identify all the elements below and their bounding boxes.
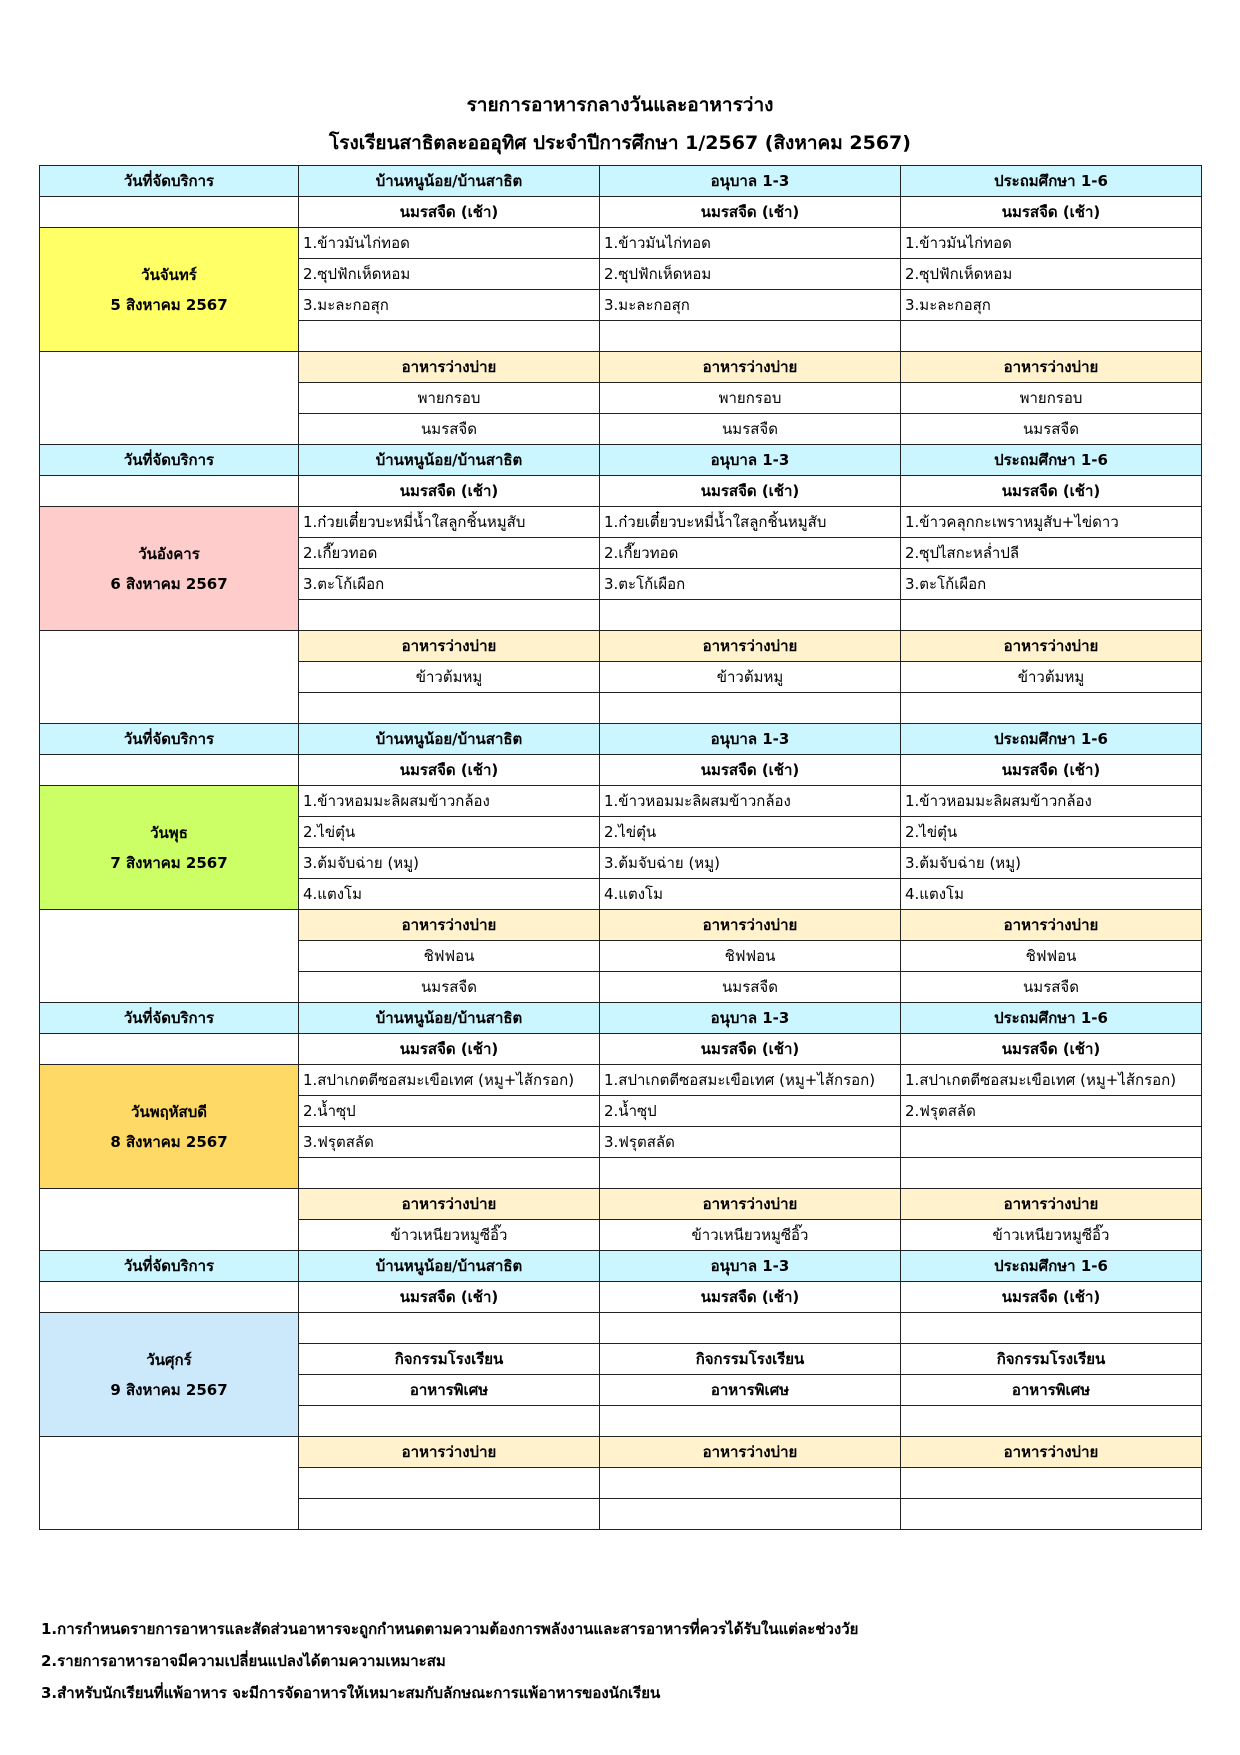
lunch-item: 1.ก๋วยเตี๋ยวบะหมี่น้ำใสลูกชิ้นหมูสับ xyxy=(600,507,901,538)
header-col-kindergarten: อนุบาล 1-3 xyxy=(600,166,901,197)
lunch-item xyxy=(600,1158,901,1189)
note-2: 2.รายการอาหารอาจมีความเปลี่ยนแปลงได้ตามความเหมาะสม xyxy=(41,1652,446,1670)
snack-item: นมรสจืด xyxy=(299,414,600,445)
snack-item: ชิฟฟอน xyxy=(299,941,600,972)
lunch-item: 1.ข้าวหอมมะลิผสมข้าวกล้อง xyxy=(901,786,1202,817)
snack-item: พายกรอบ xyxy=(901,383,1202,414)
snack-item: ข้าวเหนียวหมูซีอิ๊ว xyxy=(600,1220,901,1251)
morning-milk-row xyxy=(40,1034,1202,1065)
lunch-row xyxy=(40,1065,1202,1096)
header-col-primary: ประถมศึกษา 1-6 xyxy=(901,724,1202,755)
snack-label: อาหารว่างบ่าย xyxy=(901,910,1202,941)
blank-cell xyxy=(40,352,299,445)
lunch-item: 2.ไข่ตุ๋น xyxy=(600,817,901,848)
lunch-item: อาหารพิเศษ xyxy=(299,1375,600,1406)
blank-cell xyxy=(40,910,299,1003)
lunch-item xyxy=(299,1406,600,1437)
snack-item: ข้าวเหนียวหมูซีอิ๊ว xyxy=(901,1220,1202,1251)
header-col-primary: ประถมศึกษา 1-6 xyxy=(901,1251,1202,1282)
snack-item xyxy=(299,693,600,724)
header-date-label: วันที่จัดบริการ xyxy=(40,166,299,197)
morning-milk-label: นมรสจืด (เช้า) xyxy=(600,755,901,786)
day-date: 7 สิงหาคม 2567 xyxy=(110,853,228,872)
morning-milk-label: นมรสจืด (เช้า) xyxy=(600,1034,901,1065)
lunch-item: 4.แตงโม xyxy=(299,879,600,910)
morning-milk-label: นมรสจืด (เช้า) xyxy=(901,197,1202,228)
day-cell xyxy=(40,1313,299,1437)
snack-item: ข้าวเหนียวหมูซีอิ๊ว xyxy=(299,1220,600,1251)
lunch-item xyxy=(901,1158,1202,1189)
snack-item: ข้าวต้มหมู xyxy=(299,662,600,693)
lunch-item: 3.ตะโก้เผือก xyxy=(901,569,1202,600)
morning-milk-label: นมรสจืด (เช้า) xyxy=(600,197,901,228)
lunch-item: 1.สปาเกตตีซอสมะเขือเทศ (หมู+ไส้กรอก) xyxy=(600,1065,901,1096)
lunch-item: กิจกรรมโรงเรียน xyxy=(901,1344,1202,1375)
snack-header-row xyxy=(40,631,1202,662)
morning-milk-row xyxy=(40,476,1202,507)
lunch-item: 2.ซุปไสกะหล่ำปลี xyxy=(901,538,1202,569)
day-name: วันอังคาร xyxy=(138,544,200,563)
lunch-item: 2.ซุปฟักเห็ดหอม xyxy=(299,259,600,290)
snack-item xyxy=(600,1468,901,1499)
snack-item: ชิฟฟอน xyxy=(600,941,901,972)
day-date: 9 สิงหาคม 2567 xyxy=(110,1380,228,1399)
header-date-label: วันที่จัดบริการ xyxy=(40,724,299,755)
snack-label: อาหารว่างบ่าย xyxy=(299,910,600,941)
snack-label: อาหารว่างบ่าย xyxy=(600,1189,901,1220)
lunch-item: 2.น้ำซุป xyxy=(299,1096,600,1127)
lunch-item: 3.มะละกอสุก xyxy=(901,290,1202,321)
morning-milk-row xyxy=(40,755,1202,786)
snack-label: อาหารว่างบ่าย xyxy=(299,631,600,662)
snack-item xyxy=(299,1468,600,1499)
lunch-row xyxy=(40,786,1202,817)
lunch-item xyxy=(600,600,901,631)
day-cell xyxy=(40,786,299,910)
morning-milk-label: นมรสจืด (เช้า) xyxy=(299,197,600,228)
header-col-nursery: บ้านหนูน้อย/บ้านสาธิต xyxy=(299,166,600,197)
snack-item xyxy=(901,1499,1202,1530)
morning-milk-label: นมรสจืด (เช้า) xyxy=(600,1282,901,1313)
lunch-item: 1.ข้าวหอมมะลิผสมข้าวกล้อง xyxy=(600,786,901,817)
lunch-row xyxy=(40,507,1202,538)
day-cell xyxy=(40,228,299,352)
snack-item xyxy=(299,1499,600,1530)
lunch-item: 4.แตงโม xyxy=(600,879,901,910)
day-name: วันพุธ xyxy=(150,823,188,842)
snack-item xyxy=(600,1499,901,1530)
snack-label: อาหารว่างบ่าย xyxy=(901,1437,1202,1468)
lunch-item: 3.มะละกอสุก xyxy=(299,290,600,321)
lunch-item: 3.ต้มจับฉ่าย (หมู) xyxy=(901,848,1202,879)
page-title: รายการอาหารกลางวันและอาหารว่าง xyxy=(466,94,774,116)
header-col-primary: ประถมศึกษา 1-6 xyxy=(901,166,1202,197)
snack-item: นมรสจืด xyxy=(299,972,600,1003)
page-subtitle: โรงเรียนสาธิตละอออุทิศ ประจำปีการศึกษา 1/2567 (สิงหาคม 2567) xyxy=(329,132,911,154)
snack-label: อาหารว่างบ่าย xyxy=(901,352,1202,383)
lunch-item: 1.สปาเกตตีซอสมะเขือเทศ (หมู+ไส้กรอก) xyxy=(299,1065,600,1096)
lunch-row xyxy=(40,228,1202,259)
header-row xyxy=(40,1251,1202,1282)
snack-item: นมรสจืด xyxy=(600,972,901,1003)
lunch-item xyxy=(299,321,600,352)
lunch-item: 3.ต้มจับฉ่าย (หมู) xyxy=(600,848,901,879)
snack-label: อาหารว่างบ่าย xyxy=(600,352,901,383)
lunch-item xyxy=(901,1127,1202,1158)
lunch-item: 1.สปาเกตตีซอสมะเขือเทศ (หมู+ไส้กรอก) xyxy=(901,1065,1202,1096)
lunch-item: กิจกรรมโรงเรียน xyxy=(600,1344,901,1375)
snack-label: อาหารว่างบ่าย xyxy=(299,1437,600,1468)
lunch-item: 1.ข้าวคลุกกะเพราหมูสับ+ไข่ดาว xyxy=(901,507,1202,538)
lunch-item: 1.ข้าวมันไก่ทอด xyxy=(600,228,901,259)
lunch-item xyxy=(299,1158,600,1189)
lunch-item: 2.ซุปฟักเห็ดหอม xyxy=(600,259,901,290)
blank-cell xyxy=(40,1034,299,1065)
lunch-item: 2.เกี๊ยวทอด xyxy=(299,538,600,569)
header-col-nursery: บ้านหนูน้อย/บ้านสาธิต xyxy=(299,724,600,755)
snack-item: นมรสจืด xyxy=(901,972,1202,1003)
snack-label: อาหารว่างบ่าย xyxy=(299,1189,600,1220)
header-date-label: วันที่จัดบริการ xyxy=(40,445,299,476)
header-col-nursery: บ้านหนูน้อย/บ้านสาธิต xyxy=(299,1251,600,1282)
blank-cell xyxy=(40,755,299,786)
lunch-item xyxy=(901,321,1202,352)
day-name: วันศุกร์ xyxy=(146,1350,192,1369)
snack-header-row xyxy=(40,352,1202,383)
lunch-item: 3.มะละกอสุก xyxy=(600,290,901,321)
lunch-row xyxy=(40,1313,1202,1344)
snack-header-row xyxy=(40,1189,1202,1220)
lunch-item xyxy=(901,600,1202,631)
snack-header-row xyxy=(40,910,1202,941)
lunch-item: กิจกรรมโรงเรียน xyxy=(299,1344,600,1375)
lunch-item: 2.ไข่ตุ๋น xyxy=(901,817,1202,848)
blank-cell xyxy=(40,1437,299,1530)
lunch-item: 2.เกี๊ยวทอด xyxy=(600,538,901,569)
blank-cell xyxy=(40,1189,299,1251)
lunch-item xyxy=(299,1313,600,1344)
day-date: 5 สิงหาคม 2567 xyxy=(110,295,228,314)
lunch-item: 3.ตะโก้เผือก xyxy=(600,569,901,600)
morning-milk-label: นมรสจืด (เช้า) xyxy=(299,1034,600,1065)
lunch-item xyxy=(901,1406,1202,1437)
morning-milk-label: นมรสจืด (เช้า) xyxy=(299,476,600,507)
header-row xyxy=(40,445,1202,476)
header-col-nursery: บ้านหนูน้อย/บ้านสาธิต xyxy=(299,1003,600,1034)
lunch-item: 1.ข้าวมันไก่ทอด xyxy=(901,228,1202,259)
blank-cell xyxy=(40,1282,299,1313)
snack-label: อาหารว่างบ่าย xyxy=(299,352,600,383)
morning-milk-row xyxy=(40,1282,1202,1313)
header-row xyxy=(40,166,1202,197)
snack-item: ข้าวต้มหมู xyxy=(901,662,1202,693)
lunch-item: 3.ฟรุตสลัด xyxy=(299,1127,600,1158)
morning-milk-label: นมรสจืด (เช้า) xyxy=(901,1282,1202,1313)
lunch-item: 3.ตะโก้เผือก xyxy=(299,569,600,600)
snack-label: อาหารว่างบ่าย xyxy=(901,631,1202,662)
blank-cell xyxy=(40,476,299,507)
snack-item: นมรสจืด xyxy=(901,414,1202,445)
snack-item xyxy=(901,693,1202,724)
blank-cell xyxy=(40,631,299,724)
snack-label: อาหารว่างบ่าย xyxy=(600,1437,901,1468)
morning-milk-label: นมรสจืด (เช้า) xyxy=(299,755,600,786)
lunch-item xyxy=(600,321,901,352)
lunch-item xyxy=(600,1313,901,1344)
lunch-item: 3.ต้มจับฉ่าย (หมู) xyxy=(299,848,600,879)
snack-item: พายกรอบ xyxy=(299,383,600,414)
lunch-item: อาหารพิเศษ xyxy=(901,1375,1202,1406)
lunch-item: 3.ฟรุตสลัด xyxy=(600,1127,901,1158)
header-date-label: วันที่จัดบริการ xyxy=(40,1251,299,1282)
lunch-item: 4.แตงโม xyxy=(901,879,1202,910)
blank-cell xyxy=(40,197,299,228)
header-row xyxy=(40,1003,1202,1034)
morning-milk-label: นมรสจืด (เช้า) xyxy=(901,755,1202,786)
day-cell xyxy=(40,1065,299,1189)
snack-label: อาหารว่างบ่าย xyxy=(600,910,901,941)
snack-label: อาหารว่างบ่าย xyxy=(901,1189,1202,1220)
lunch-item xyxy=(901,1313,1202,1344)
header-col-primary: ประถมศึกษา 1-6 xyxy=(901,1003,1202,1034)
lunch-item: 2.ฟรุตสลัด xyxy=(901,1096,1202,1127)
snack-item: นมรสจืด xyxy=(600,414,901,445)
lunch-item: อาหารพิเศษ xyxy=(600,1375,901,1406)
snack-header-row xyxy=(40,1437,1202,1468)
snack-item: พายกรอบ xyxy=(600,383,901,414)
lunch-item xyxy=(299,600,600,631)
morning-milk-row xyxy=(40,197,1202,228)
morning-milk-label: นมรสจืด (เช้า) xyxy=(299,1282,600,1313)
header-date-label: วันที่จัดบริการ xyxy=(40,1003,299,1034)
lunch-item: 2.ซุปฟักเห็ดหอม xyxy=(901,259,1202,290)
header-col-kindergarten: อนุบาล 1-3 xyxy=(600,445,901,476)
snack-label: อาหารว่างบ่าย xyxy=(600,631,901,662)
lunch-item: 1.ข้าวหอมมะลิผสมข้าวกล้อง xyxy=(299,786,600,817)
lunch-item: 2.ไข่ตุ๋น xyxy=(299,817,600,848)
header-col-kindergarten: อนุบาล 1-3 xyxy=(600,1003,901,1034)
morning-milk-label: นมรสจืด (เช้า) xyxy=(901,476,1202,507)
header-col-nursery: บ้านหนูน้อย/บ้านสาธิต xyxy=(299,445,600,476)
lunch-item: 1.ก๋วยเตี๋ยวบะหมี่น้ำใสลูกชิ้นหมูสับ xyxy=(299,507,600,538)
day-name: วันพฤหัสบดี xyxy=(131,1102,207,1121)
snack-item: ข้าวต้มหมู xyxy=(600,662,901,693)
morning-milk-label: นมรสจืด (เช้า) xyxy=(901,1034,1202,1065)
header-col-primary: ประถมศึกษา 1-6 xyxy=(901,445,1202,476)
lunch-item: 2.น้ำซุป xyxy=(600,1096,901,1127)
note-3: 3.สำหรับนักเรียนที่แพ้อาหาร จะมีการจัดอาหารให้เหมาะสมกับลักษณะการแพ้อาหารของนักเรียน xyxy=(41,1684,661,1702)
header-col-kindergarten: อนุบาล 1-3 xyxy=(600,1251,901,1282)
snack-item xyxy=(600,693,901,724)
lunch-item: 1.ข้าวมันไก่ทอด xyxy=(299,228,600,259)
note-1: 1.การกำหนดรายการอาหารและสัดส่วนอาหารจะถูกกำหนดตามความต้องการพลังงานและสารอาหารที่ควรได้รับในแต่ละช่วงวัย xyxy=(41,1620,859,1638)
morning-milk-label: นมรสจืด (เช้า) xyxy=(600,476,901,507)
day-name: วันจันทร์ xyxy=(141,265,197,284)
menu-table xyxy=(39,165,1202,1530)
lunch-item xyxy=(600,1406,901,1437)
header-row xyxy=(40,724,1202,755)
header-col-kindergarten: อนุบาล 1-3 xyxy=(600,724,901,755)
day-date: 8 สิงหาคม 2567 xyxy=(110,1132,228,1151)
snack-item: ชิฟฟอน xyxy=(901,941,1202,972)
day-date: 6 สิงหาคม 2567 xyxy=(110,574,228,593)
day-cell xyxy=(40,507,299,631)
snack-item xyxy=(901,1468,1202,1499)
